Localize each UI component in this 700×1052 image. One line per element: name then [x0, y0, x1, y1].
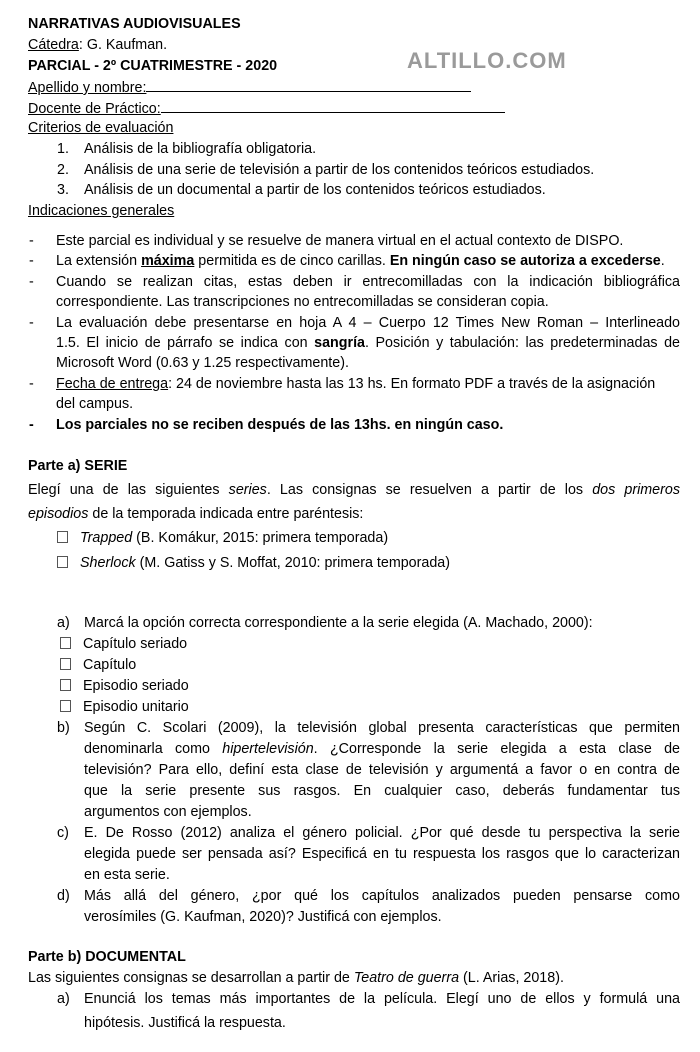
question-d-l1: Más allá del género, ¿por qué los capítulos analizados pueden pensarse como: [84, 888, 680, 904]
indicacion-6: Los parciales no se reciben después de las 13hs. en ningún caso.: [56, 417, 504, 433]
dash-6: -: [29, 417, 34, 433]
question-a: Marcá la opción correcta correspondiente a la serie elegida (A. Machado, 2000):: [84, 615, 593, 631]
parte-b-intro: [28, 968, 564, 988]
indicacion-4-l2: [56, 333, 680, 353]
apellido-line: [28, 77, 471, 98]
option-episodio-seriado[interactable]: [60, 676, 189, 696]
docente-line: [28, 98, 505, 119]
watermark: ALTILLO.COM: [407, 48, 567, 73]
fecha-label: Fecha de entrega: [56, 376, 169, 392]
intro-c: . Las consignas se resuelven a partir de los: [266, 482, 593, 498]
pb-film-title: Teatro de guerra: [353, 970, 460, 986]
qb-text-a: denominarla como: [84, 741, 223, 757]
question-d-l2: verosímiles (G. Kaufman, 2020)? Justificá con ejemplos.: [84, 909, 442, 925]
i4-text-c: . Posición y tabulación: las predeterminadas de: [365, 335, 680, 351]
i4-sangria: sangría: [314, 335, 365, 351]
indicacion-3-l2: correspondiente. Las transcripciones no entrecomilladas se consideran copia.: [56, 294, 549, 310]
criterio-1: Análisis de la bibliografía obligatoria.: [84, 141, 317, 157]
intro-rest: de la temporada indicada entre paréntesis:: [88, 506, 364, 522]
apellido-label: Apellido y nombre:: [28, 80, 147, 96]
criterio-num-1: 1.: [57, 141, 69, 157]
docente-label: Docente de Práctico:: [28, 101, 161, 117]
criterios-title: Criterios de evaluación: [28, 120, 174, 136]
intro-a: Elegí una de las siguientes: [28, 482, 229, 498]
series-detail: (B. Komákur, 2015: primera temporada): [132, 530, 389, 546]
series-title: Sherlock: [80, 555, 136, 571]
question-b-l1: Según C. Scolari (2009), la televisión global presenta características que permiten: [84, 720, 680, 736]
docente-blank[interactable]: [161, 98, 505, 113]
parte-b-title: Parte b) DOCUMENTAL: [28, 949, 186, 965]
pb-intro-c: (L. Arias, 2018).: [459, 970, 564, 986]
parte-a-title: Parte a) SERIE: [28, 458, 128, 474]
pb-question-a-l2: hipótesis. Justificá la respuesta.: [84, 1015, 286, 1031]
checkbox-icon[interactable]: [57, 556, 68, 568]
question-c-l1: E. De Rosso (2012) analiza el género policial. ¿Por qué desde tu perspectiva la serie: [84, 825, 680, 841]
marker-a: a): [57, 615, 70, 631]
intro-dos-primeros: dos primeros: [592, 482, 680, 498]
question-b-l4: que la serie presente sus rasgos. En cualquier caso, deberás fundamentar tus: [84, 783, 680, 799]
checkbox-icon[interactable]: [57, 531, 68, 543]
criterio-num-2: 2.: [57, 162, 69, 178]
question-b-l3: televisión? Para ello, definí esta clase de televisión y argumentá a favor o en contra de: [84, 762, 680, 778]
pb-question-a-l1: Enunciá los temas más importantes de la película. Elegí uno de ellos y formulá una: [84, 991, 680, 1007]
option-capitulo-seriado[interactable]: [60, 634, 187, 654]
marker-d: d): [57, 888, 70, 904]
series-option-sherlock[interactable]: [57, 553, 450, 573]
i2-maxima: máxima: [141, 253, 195, 269]
parte-a-intro-l1: [28, 480, 680, 500]
indicacion-3-l1: Cuando se realizan citas, estas deben ir entrecomilladas con la indicación bibliográfica: [56, 274, 680, 290]
question-b-l2: [84, 739, 680, 759]
pb-intro-a: Las siguientes consignas se desarrollan a partir de: [28, 970, 354, 986]
intro-series: series: [228, 482, 267, 498]
criterio-num-3: 3.: [57, 182, 69, 198]
qb-text-c: . ¿Corresponde la serie elegida a esta clase de: [313, 741, 680, 757]
i2-text-a: La extensión: [56, 253, 142, 269]
course-title: NARRATIVAS AUDIOVISUALES: [28, 16, 241, 32]
marker-b: b): [57, 720, 70, 736]
indicacion-4-l3: Microsoft Word (0.63 y 1.25 respectivamente).: [56, 355, 349, 371]
indicacion-5: [56, 374, 655, 394]
series-detail: (M. Gatiss y S. Moffat, 2010: primera temporada): [135, 555, 451, 571]
option-label: Capítulo seriado: [83, 636, 188, 652]
catedra-line: [28, 35, 167, 55]
apellido-blank[interactable]: [146, 77, 471, 92]
option-label: Capítulo: [83, 657, 137, 673]
i2-bold: En ningún caso se autoriza a excederse: [389, 253, 661, 269]
dash-5: -: [29, 376, 34, 392]
criterio-3: Análisis de un documental a partir de los contenidos teóricos estudiados.: [84, 182, 546, 198]
dash-4: -: [29, 315, 34, 331]
checkbox-icon[interactable]: [60, 700, 71, 712]
indicacion-2: [56, 251, 665, 271]
indicacion-4-l1: La evaluación debe presentarse en hoja A 4 – Cuerpo 12 Times New Roman – Interlineado: [56, 315, 680, 331]
dash-3: -: [29, 274, 34, 290]
question-b-l5: argumentos con ejemplos.: [84, 804, 252, 820]
series-title: Trapped: [80, 530, 133, 546]
option-capitulo[interactable]: [60, 655, 136, 675]
marker-c: c): [57, 825, 69, 841]
exam-title: PARCIAL - 2º CUATRIMESTRE - 2020: [28, 58, 278, 74]
criterio-2: Análisis de una serie de televisión a partir de los contenidos teóricos estudiados.: [84, 162, 595, 178]
checkbox-icon[interactable]: [60, 637, 71, 649]
i4-text-a: 1.5. El inicio de párrafo se indica con: [56, 335, 315, 351]
option-label: Episodio seriado: [83, 678, 189, 694]
intro-episodios: episodios: [28, 506, 89, 522]
catedra-value: : G. Kaufman.: [78, 37, 168, 53]
dash-2: -: [29, 253, 34, 269]
series-option-trapped[interactable]: [57, 528, 388, 548]
marker-pb-a: a): [57, 991, 70, 1007]
indicaciones-title: Indicaciones generales: [28, 203, 175, 219]
option-episodio-unitario[interactable]: [60, 697, 189, 717]
indicacion-5-l2: del campus.: [56, 396, 134, 412]
fecha-value: : 24 de noviembre hasta las 13 hs. En formato PDF a través de la asignación: [168, 376, 656, 392]
catedra-label: Cátedra: [28, 37, 79, 53]
option-label: Episodio unitario: [83, 699, 189, 715]
i2-period: .: [660, 253, 665, 269]
checkbox-icon[interactable]: [60, 658, 71, 670]
dash-1: -: [29, 233, 34, 249]
parte-a-intro-l2: [28, 504, 363, 524]
checkbox-icon[interactable]: [60, 679, 71, 691]
qb-hipertelevision: hipertelevisión: [222, 741, 314, 757]
indicacion-1: Este parcial es individual y se resuelve de manera virtual en el actual contexto de DISPO.: [56, 233, 624, 249]
question-c-l2: elegida puede ser pensada así? Especificá en tu respuesta los rasgos que lo caracterizan: [84, 846, 680, 862]
i2-text-c: permitida es de cinco carillas.: [194, 253, 390, 269]
question-c-l3: en esta serie.: [84, 867, 170, 883]
